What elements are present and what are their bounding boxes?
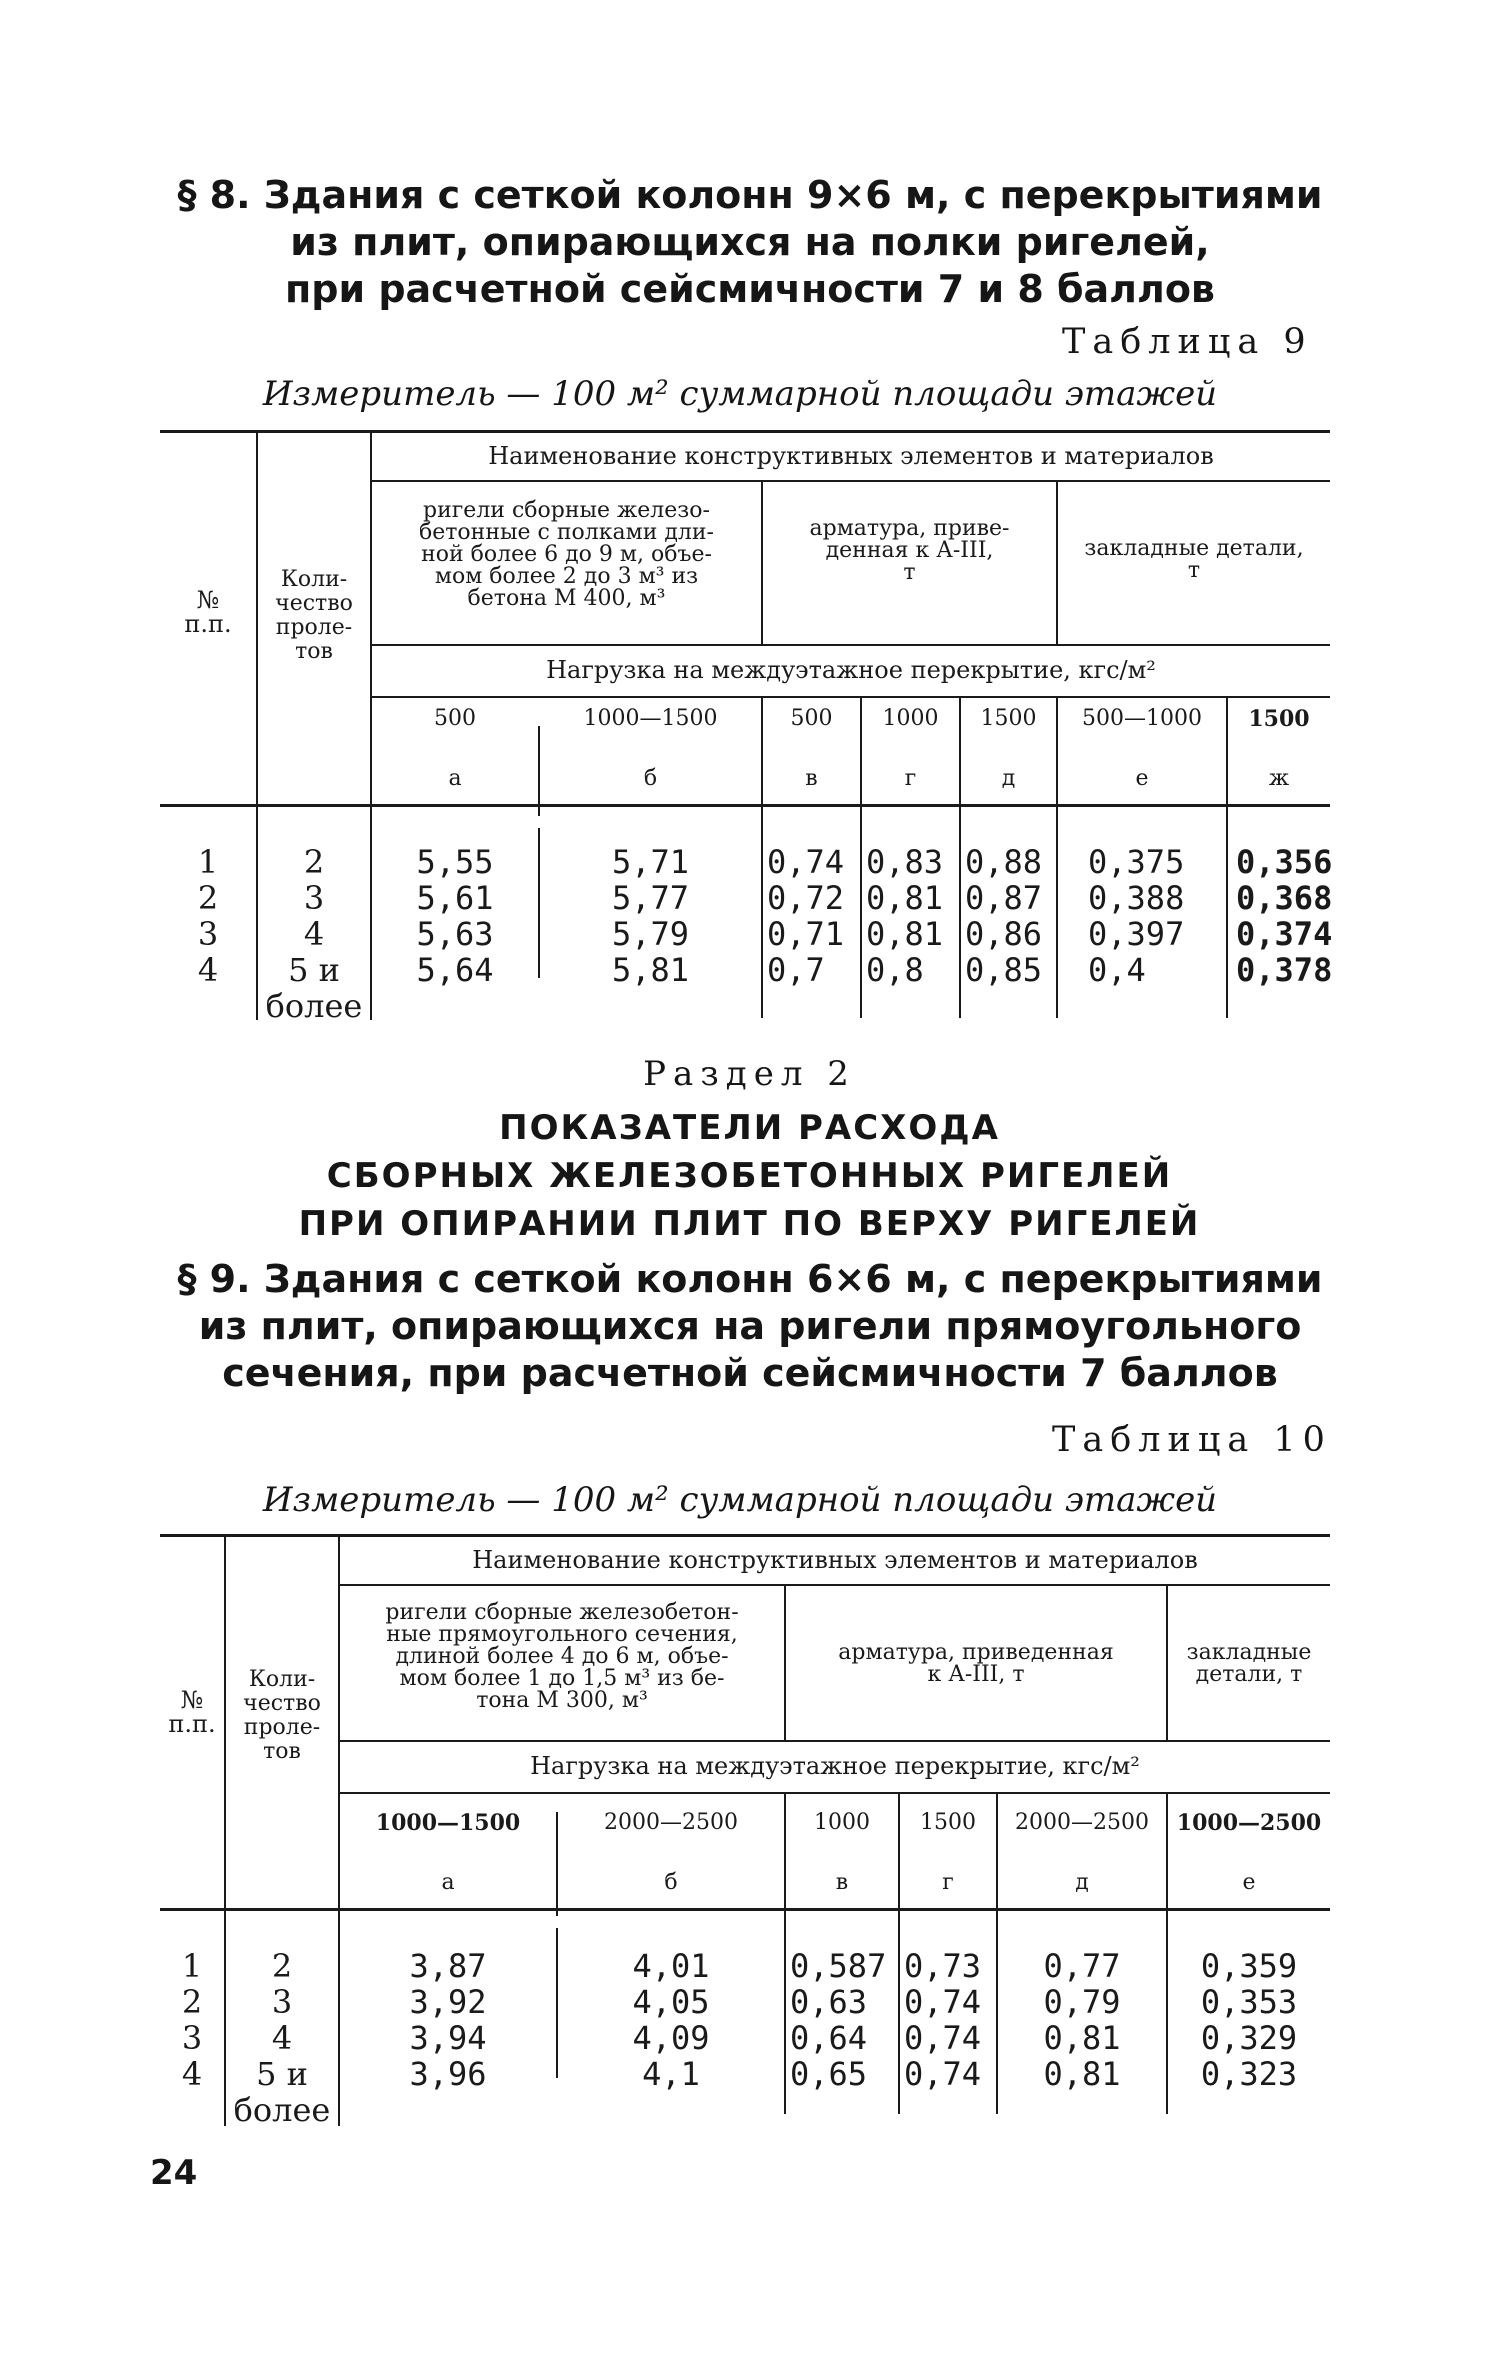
load-value: 500 <box>790 706 833 731</box>
data-column: 0,356 0,368 0,374 0,378 <box>1236 843 1333 989</box>
material-3-header: закладные детали, т <box>1186 1640 1312 1687</box>
column-letter: е <box>1135 766 1149 791</box>
heading-line: при расчетной сейсмичности 7 и 8 баллов <box>285 267 1215 311</box>
load-value: 1500 <box>920 1810 976 1835</box>
heading-line: § 9. Здания с сеткой колонн 6×6 м, с перекрытиями <box>177 1257 1323 1301</box>
column-letter: г <box>904 766 917 791</box>
span-counts: 2 3 4 5 и более <box>265 843 363 1025</box>
load-value: 1000—1500 <box>583 706 718 731</box>
load-value: 1500 <box>1248 706 1310 732</box>
load-value: 1000 <box>814 1810 870 1835</box>
column-letter: д <box>1075 1870 1089 1895</box>
load-value: 500—1000 <box>1082 706 1202 731</box>
col-no-header: № п.п. <box>168 1686 216 1738</box>
table-10-title: Таблица 10 <box>1052 1420 1332 1460</box>
section-2-label: Раздел 2 <box>643 1054 856 1094</box>
data-column: 0,74 0,72 0,71 0,7 <box>767 843 845 989</box>
group-header: Наименование конструктивных элементов и материалов <box>472 1546 1198 1574</box>
load-header: Нагрузка на междуэтажное перекрытие, кгс/м² <box>546 656 1156 684</box>
column-letter: а <box>441 1870 455 1895</box>
data-column: 0,375 0,388 0,397 0,4 <box>1088 843 1185 989</box>
material-3-header: закладные детали, т <box>1084 536 1304 583</box>
load-value: 2000—2500 <box>604 1810 738 1835</box>
material-2-header: арматура, приве- денная к А-III, т <box>809 516 1010 585</box>
column-letter: б <box>664 1870 678 1895</box>
column-letter: г <box>942 1870 954 1895</box>
col-qty-header: Коли- чество проле- тов <box>243 1667 321 1764</box>
data-column: 5,55 5,61 5,63 5,64 <box>416 843 494 989</box>
column-letter: д <box>1001 766 1016 791</box>
table-9-title: Таблица 9 <box>1062 322 1313 362</box>
col-no-header: № п.п. <box>184 586 232 638</box>
table-9-measure: Измеритель — 100 м² суммарной площади этажей <box>262 374 1218 414</box>
heading-line: из плит, опирающихся на ригели прямоугольного <box>198 1304 1302 1348</box>
data-column: 4,01 4,05 4,09 4,1 <box>632 1947 710 2093</box>
data-column: 0,73 0,74 0,74 0,74 <box>904 1947 982 2093</box>
material-1-header: ригели сборные железобетон- ные прямоугольного сечения, длиной более 4 до 6 м, объе- мом более 1 до 1,5 м³ из бе- тона М 300, м³ <box>385 1600 739 1713</box>
data-column: 5,71 5,77 5,79 5,81 <box>611 843 690 989</box>
data-column: 0,587 0,63 0,64 0,65 <box>790 1947 887 2093</box>
section-9-heading <box>150 1256 1350 1397</box>
group-header: Наименование конструктивных элементов и материалов <box>488 442 1214 470</box>
section-8-heading <box>150 172 1350 313</box>
data-column: 0,77 0,79 0,81 0,81 <box>1043 1947 1121 2093</box>
page-number: 24 <box>150 2153 198 2193</box>
col-qty-header: Коли- чество проле- тов <box>275 567 353 664</box>
load-value: 500 <box>434 706 476 731</box>
column-letter: б <box>643 766 658 791</box>
data-column: 3,87 3,92 3,94 3,96 <box>409 1947 487 2093</box>
data-column: 0,88 0,87 0,86 0,85 <box>965 843 1043 989</box>
title-line: ПРИ ОПИРАНИИ ПЛИТ ПО ВЕРХУ РИГЕЛЕЙ <box>298 1204 1201 1244</box>
table-10 <box>160 1532 1340 2132</box>
heading-line: сечения, при расчетной сейсмичности 7 баллов <box>222 1351 1278 1395</box>
load-header: Нагрузка на междуэтажное перекрытие, кгс/м² <box>530 1752 1140 1780</box>
load-value: 1500 <box>980 706 1037 731</box>
load-value: 1000—1500 <box>375 1810 521 1836</box>
material-1-header: ригели сборные железо- бетонные с полками дли- ной более 6 до 9 м, объе- мом более 2 до 3 м³ из бетона М 400, м³ <box>419 498 714 611</box>
material-2-header: арматура, приведенная к А-III, т <box>838 1640 1114 1687</box>
section-2-title <box>0 1104 1499 1248</box>
column-letter: а <box>448 766 462 791</box>
load-value: 1000—2500 <box>1176 1810 1322 1836</box>
table-9 <box>160 428 1340 1028</box>
title-line: ПОКАЗАТЕЛИ РАСХОДА <box>499 1108 1000 1148</box>
column-letter: е <box>1242 1870 1256 1895</box>
column-letter: в <box>835 1870 849 1895</box>
span-counts: 2 3 4 5 и более <box>233 1947 331 2129</box>
load-value: 2000—2500 <box>1015 1810 1149 1835</box>
data-column: 0,359 0,353 0,329 0,323 <box>1200 1947 1298 2093</box>
heading-line: § 8. Здания с сеткой колонн 9×6 м, с перекрытиями <box>177 173 1323 217</box>
load-value: 1000 <box>882 706 939 731</box>
row-numbers: 1 2 3 4 <box>197 843 219 989</box>
column-letter: в <box>805 766 818 791</box>
table-10-measure: Измеритель — 100 м² суммарной площади этажей <box>262 1480 1218 1520</box>
data-column: 0,83 0,81 0,81 0,8 <box>866 843 944 989</box>
row-numbers: 1 2 3 4 <box>181 1947 203 2093</box>
title-line: СБОРНЫХ ЖЕЛЕЗОБЕТОННЫХ РИГЕЛЕЙ <box>326 1156 1173 1196</box>
column-letter: ж <box>1268 766 1290 791</box>
heading-line: из плит, опирающихся на полки ригелей, <box>290 220 1210 264</box>
